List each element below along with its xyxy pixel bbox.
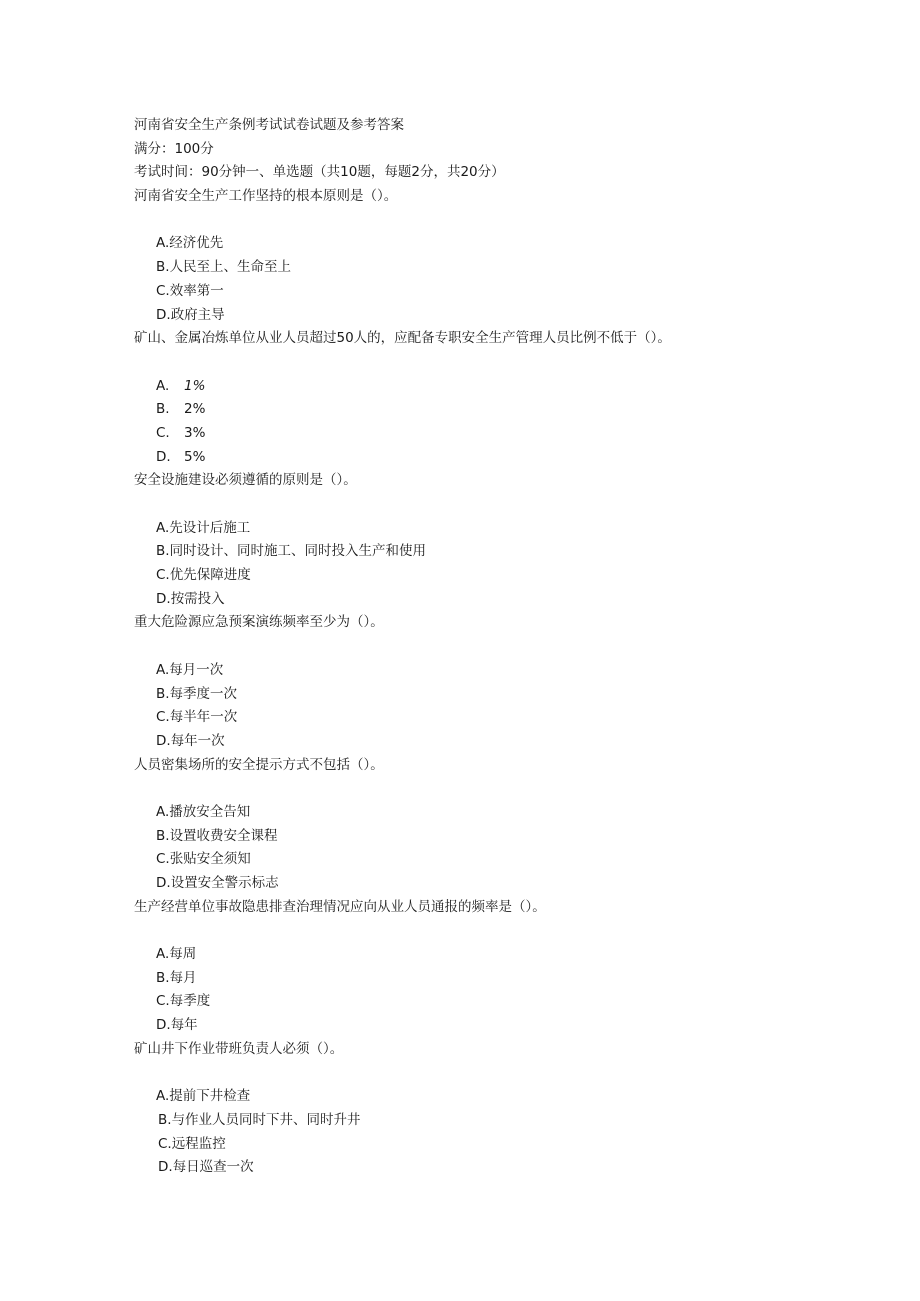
option-text: 每月	[169, 969, 197, 986]
option-letter: D.	[156, 590, 171, 607]
option-text: 设置安全警示标志	[170, 875, 279, 891]
question-text: 安全设施建设必须遵循的原则是（）。	[134, 472, 357, 489]
option-b	[156, 967, 874, 991]
option-letter: B.	[156, 685, 170, 702]
option-text: 每月一次	[169, 661, 224, 678]
option-letter: D.	[158, 1159, 173, 1176]
question-text: 生产经营单位事故隐患排查治理情况应向从业人员通报的频率是（）。	[134, 898, 546, 915]
option-letter: A.	[156, 1088, 170, 1105]
question-2	[134, 327, 874, 469]
option-b	[156, 398, 874, 422]
option-letter: B.	[156, 827, 170, 844]
option-a	[156, 659, 874, 683]
option-letter: C.	[156, 424, 170, 441]
option-text: 5%	[184, 448, 206, 465]
option-text: 人民至上、生命至上	[169, 259, 292, 276]
option-text: 每年一次	[170, 732, 225, 749]
option-c	[156, 848, 874, 872]
option-d	[156, 588, 874, 612]
option-letter: C.	[158, 1135, 172, 1152]
option-d	[156, 446, 874, 470]
option-text: 播放安全告知	[169, 803, 251, 820]
option-text: 每半年一次	[169, 709, 238, 726]
option-a	[156, 232, 874, 256]
option-b	[156, 256, 874, 280]
option-text: 远程监控	[171, 1135, 226, 1152]
option-letter: D.	[156, 448, 171, 465]
option-b	[156, 1109, 874, 1133]
option-d	[156, 872, 874, 896]
question-text: 矿山、金属冶炼单位从业人员超过50人的，应配备专职安全生产管理人员比例不低于（）。	[134, 330, 671, 347]
exam-document	[134, 114, 874, 1180]
option-text: 按需投入	[170, 590, 225, 607]
option-text: 效率第一	[169, 282, 224, 299]
option-text: 3%	[184, 424, 206, 441]
option-c	[156, 422, 874, 446]
option-letter: A.	[156, 235, 170, 252]
option-letter: A.	[156, 377, 170, 394]
option-letter: D.	[156, 875, 171, 891]
option-text: 每日巡查一次	[172, 1159, 254, 1176]
option-text: 张贴安全须知	[169, 851, 251, 868]
option-letter: C.	[156, 709, 170, 726]
option-c	[156, 280, 874, 304]
option-a	[156, 801, 874, 825]
options-list	[134, 232, 874, 327]
option-text: 设置收费安全课程	[169, 827, 278, 844]
option-text: 每季度	[169, 993, 211, 1010]
question-text: 河南省安全生产工作坚持的根本原则是（）。	[134, 188, 398, 205]
option-text: 同时设计、同时施工、同时投入生产和使用	[169, 543, 427, 560]
question-3	[134, 469, 874, 611]
question-text: 重大危险源应急预案演练频率至少为（）。	[134, 614, 384, 631]
question-4	[134, 611, 874, 753]
option-letter: A.	[156, 803, 170, 820]
option-text: 与作业人员同时下井、同时升井	[171, 1111, 361, 1128]
option-text: 每季度一次	[169, 685, 238, 702]
option-letter: D.	[156, 306, 171, 323]
option-d	[156, 1156, 874, 1180]
question-5	[134, 754, 874, 896]
options-list	[134, 517, 874, 612]
question-6	[134, 896, 874, 1038]
option-letter: A.	[156, 661, 170, 678]
option-c	[156, 564, 874, 588]
option-letter: A.	[156, 519, 170, 536]
option-c	[156, 1133, 874, 1157]
option-letter: D.	[156, 1017, 171, 1034]
option-a	[156, 517, 874, 541]
options-list	[134, 801, 874, 896]
option-text: 先设计后施工	[169, 519, 251, 536]
option-b	[156, 825, 874, 849]
option-d	[156, 304, 874, 328]
option-d	[156, 730, 874, 754]
question-7	[134, 1038, 874, 1180]
option-letter: B.	[156, 259, 170, 276]
option-letter: C.	[156, 567, 170, 584]
option-a	[156, 943, 874, 967]
option-a	[156, 375, 874, 399]
options-list	[134, 1085, 874, 1180]
option-text: 经济优先	[169, 235, 224, 252]
option-d	[156, 1014, 874, 1038]
option-text: 每年	[170, 1017, 198, 1034]
option-c	[156, 706, 874, 730]
option-b	[156, 683, 874, 707]
options-list	[134, 943, 874, 1038]
option-letter: C.	[156, 851, 170, 868]
option-letter: C.	[156, 282, 170, 299]
option-letter: B.	[156, 543, 170, 560]
options-list	[134, 659, 874, 754]
option-text: 2%	[184, 401, 206, 418]
option-text: 每周	[169, 946, 197, 963]
score-line: 满分：100分	[134, 140, 214, 157]
time-section-line: 考试时间：90分钟一、单选题（共10题，每题2分，共20分）	[134, 164, 505, 181]
option-letter: B.	[156, 969, 170, 986]
option-b	[156, 540, 874, 564]
option-text: 优先保障进度	[169, 567, 251, 584]
question-text: 人员密集场所的安全提示方式不包括（）。	[134, 756, 384, 773]
question-text: 矿山井下作业带班负责人必须（）。	[134, 1040, 344, 1057]
option-text: 提前下井检查	[169, 1088, 251, 1105]
question-1	[134, 185, 874, 327]
option-c	[156, 990, 874, 1014]
option-letter: D.	[156, 732, 171, 749]
option-text: 政府主导	[170, 306, 225, 323]
document-title: 河南省安全生产条例考试试卷试题及参考答案	[134, 117, 404, 133]
option-letter: C.	[156, 993, 170, 1010]
option-letter: A.	[156, 946, 170, 963]
option-text: 1%	[184, 377, 206, 394]
option-letter: B.	[158, 1111, 172, 1128]
options-list	[134, 375, 874, 470]
option-a	[156, 1085, 874, 1109]
option-letter: B.	[156, 401, 170, 418]
